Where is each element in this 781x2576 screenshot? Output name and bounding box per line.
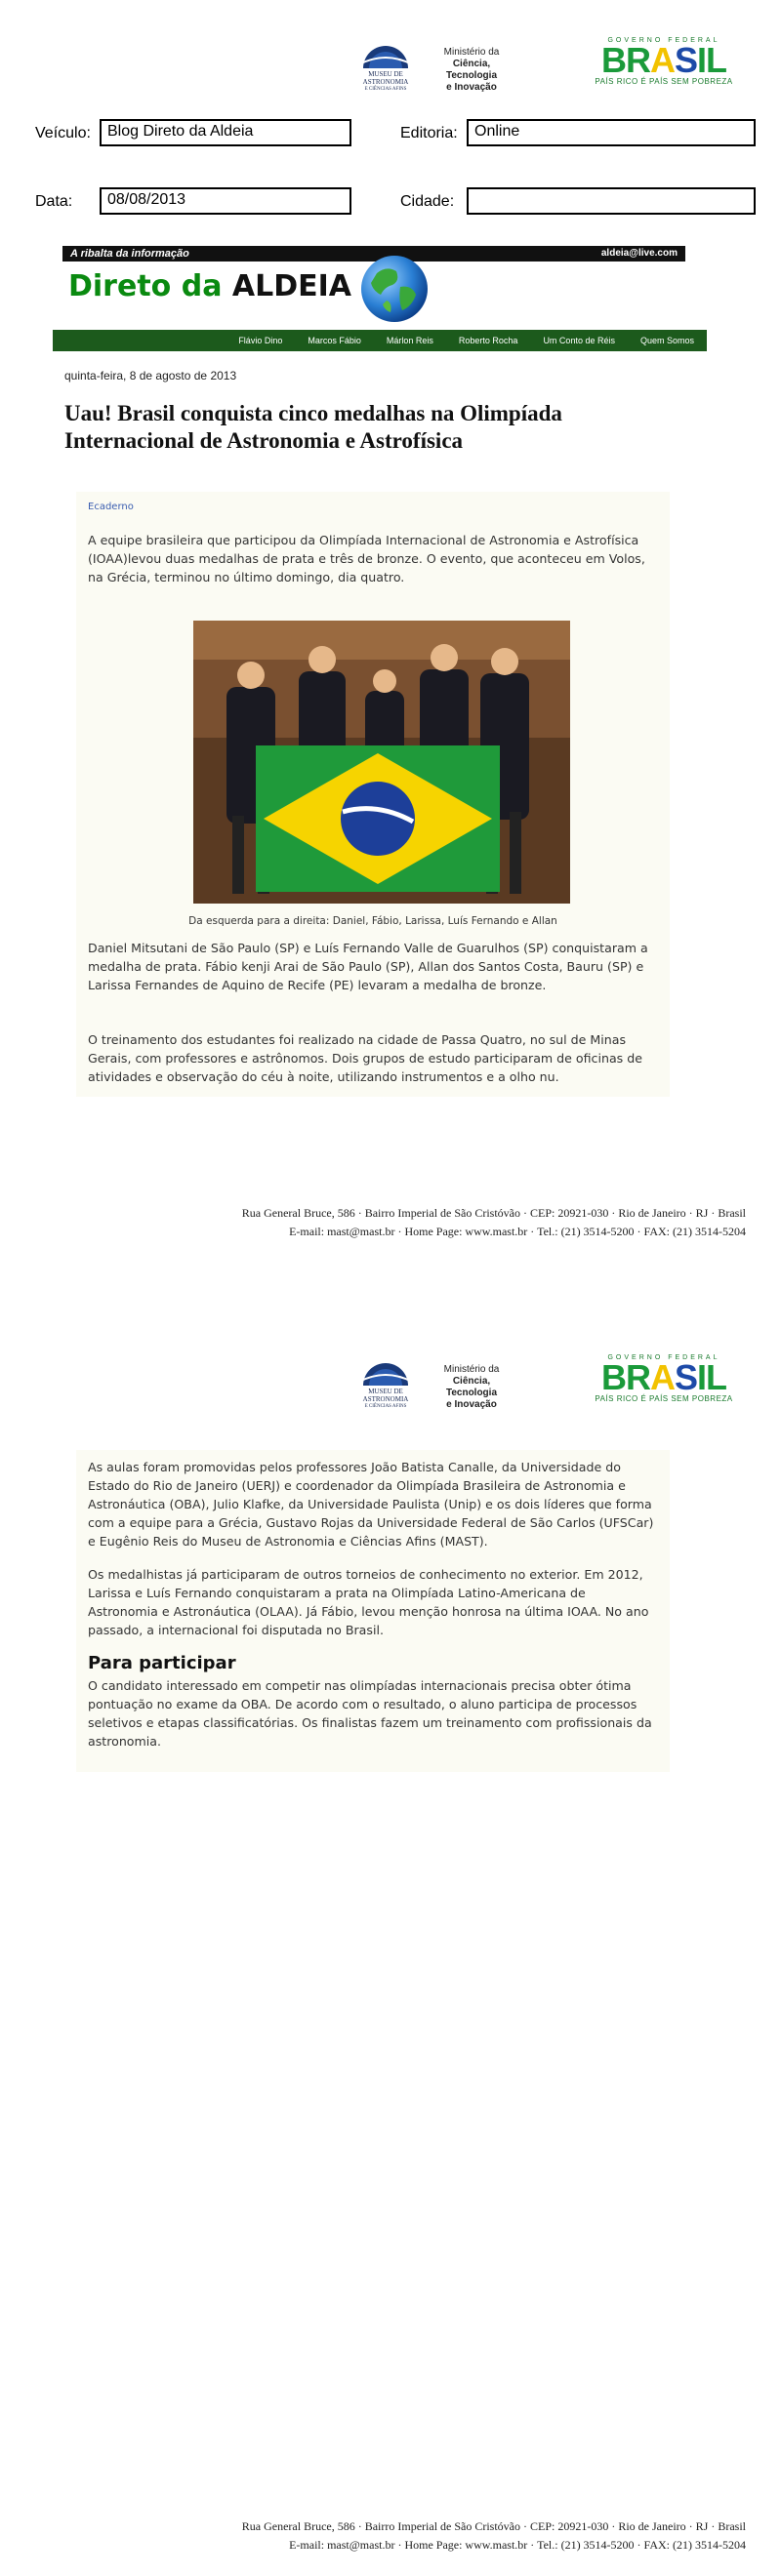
article-date: quinta-feira, 8 de agosto de 2013 <box>64 369 237 382</box>
mast-logo-page-2 <box>355 1347 416 1407</box>
photo-caption: Da esquerda para a direita: Daniel, Fábio, Larissa, Luís Fernando e Allan <box>188 915 557 927</box>
footer-address: Rua General Bruce, 586 · Bairro Imperial de São Cristóvão · CEP: 20921-030 · Rio de Janeiro · RJ · Brasil <box>241 1206 746 1220</box>
nav-item-marlon-reis[interactable]: Márlon Reis <box>386 336 433 345</box>
article-paragraph-3: O treinamento dos estudantes foi realizado na cidade de Passa Quatro, no sul de Minas Gerais, com professores e astrônomos. Dois grupos de estudo participaram de oficinas de atividades e observação do céu à noite, utilizando instrumentos e a olho nu. <box>88 1032 642 1084</box>
article-paragraph-1: A equipe brasileira que participou da Olimpíada Internacional de Astronomia e Astrofísica (IOAA)levou duas medalhas de prata e três de bronze. O evento, que aconteceu em Volos, na Grécia, terminou no último domingo, dia quatro. <box>88 533 645 584</box>
footer-contact: E-mail: mast@mast.br · Home Page: www.mast.br · Tel.: (21) 3514-5200 · FAX: (21) 3514-5204 <box>289 1225 746 1238</box>
article-paragraph-5: Os medalhistas já participaram de outros torneios de conhecimento no exterior. Em 2012, Larissa e Luís Fernando conquistaram a prata na Olimpíada Latino-Americana de Astronomia e Astronáutica (OLAA). Já Fábio, levou menção honrosa na última IOAA. No ano passado, a internacional foi disputada no Brasil. <box>88 1567 649 1637</box>
ministry-logo-text-page-2: Ministério da Ciência, Tecnologia e Inovação <box>443 1364 500 1410</box>
cidade-field[interactable] <box>467 187 756 215</box>
nav-item-um-conto-de-reis[interactable]: Um Conto de Réis <box>543 336 615 345</box>
mast-globe-icon <box>355 1347 416 1388</box>
brasil-word: BRASIL <box>600 40 727 80</box>
cidade-label: Cidade: <box>400 193 455 210</box>
veiculo-field[interactable]: Blog Direto da Aldeia <box>100 119 351 146</box>
article-paragraph-2: Daniel Mitsutani de São Paulo (SP) e Luís Fernando Valle de Guarulhos (SP) conquistaram a medalha de prata. Fábio kenji Arai de São Paulo (SP), Allan dos Santos Costa, Bauru (SP) e Larissa Fernandes de Aquino de Recife (PE) levaram a medalha de bronze. <box>88 941 648 992</box>
blog-tagline: A ribalta da informação <box>70 248 189 260</box>
nav-item-quem-somos[interactable]: Quem Somos <box>639 336 694 345</box>
nav-item-marcos-fabio[interactable]: Marcos Fábio <box>308 336 361 345</box>
nav-item-flavio-dino[interactable]: Flávio Dino <box>238 336 283 345</box>
mast-globe-icon <box>355 29 416 70</box>
data-label: Data: <box>35 193 73 210</box>
footer-address: Rua General Bruce, 586 · Bairro Imperial de São Cristóvão · CEP: 20921-030 · Rio de Janeiro · RJ · Brasil <box>241 2519 746 2533</box>
article-title[interactable]: Uau! Brasil conquista cinco medalhas na Olimpíada Internacional de Astronomia e Astrofísica <box>64 401 562 453</box>
section-heading: Para participar <box>88 1653 236 1673</box>
data-field[interactable]: 08/08/2013 <box>100 187 351 215</box>
blog-title[interactable]: Direto da ALDEIA <box>68 269 351 303</box>
brasil-word: BRASIL <box>600 1357 727 1397</box>
editoria-field[interactable]: Online <box>467 119 756 146</box>
article-section[interactable]: Ecaderno <box>88 502 134 512</box>
footer-page-2 <box>39 2517 746 2555</box>
article-paragraph-6: O candidato interessado em competir nas olimpíadas internacionais precisa obter ótima pontuação no exame da OBA. De acordo com o resultado, o aluno participa de processos seletivos e etapas classificatórias. Os finalistas fazem um treinamento com profissionais da astronomia. <box>88 1678 652 1749</box>
ministry-logo-text: Ministério da Ciência, Tecnologia e Inovação <box>443 47 500 93</box>
mast-logo-text: MUSEU DE ASTRONOMIA E CIÊNCIAS AFINS <box>362 70 409 92</box>
brasil-logo-page-2: GOVERNO FEDERAL BRASIL PAÍS RICO É PAÍS SEM POBREZA <box>580 1354 748 1409</box>
footer-page-1 <box>39 1204 746 1241</box>
globe-icon <box>357 252 432 326</box>
mast-logo-text: MUSEU DE ASTRONOMIA E CIÊNCIAS AFINS <box>362 1388 409 1409</box>
article-paragraph-4: As aulas foram promovidas pelos professores João Batista Canalle, da Universidade do Estado do Rio de Janeiro (UERJ) e coordenador da Olimpíada Brasileira de Astronomia e Astronáutica (OBA), Julio Klafke, da Universidade Paulista (Unip) e os dois líderes que forma com a equipe para a Grécia, Gustavo Rojas da Universidade Federal de São Carlos (UFSCar) e Eugênio Reis do Museu de Astronomia e Ciências Afins (MAST). <box>88 1460 654 1549</box>
veiculo-label: Veículo: <box>35 125 91 141</box>
editoria-label: Editoria: <box>400 125 458 141</box>
nav-item-roberto-rocha[interactable]: Roberto Rocha <box>458 336 518 345</box>
brasil-logo: GOVERNO FEDERAL BRASIL PAÍS RICO É PAÍS SEM POBREZA <box>580 37 748 92</box>
blog-nav-bar <box>53 330 707 351</box>
team-photo <box>193 621 570 904</box>
footer-contact: E-mail: mast@mast.br · Home Page: www.mast.br · Tel.: (21) 3514-5200 · FAX: (21) 3514-5204 <box>289 2538 746 2552</box>
blog-email[interactable]: aldeia@live.com <box>600 248 678 259</box>
mast-logo <box>355 29 416 90</box>
